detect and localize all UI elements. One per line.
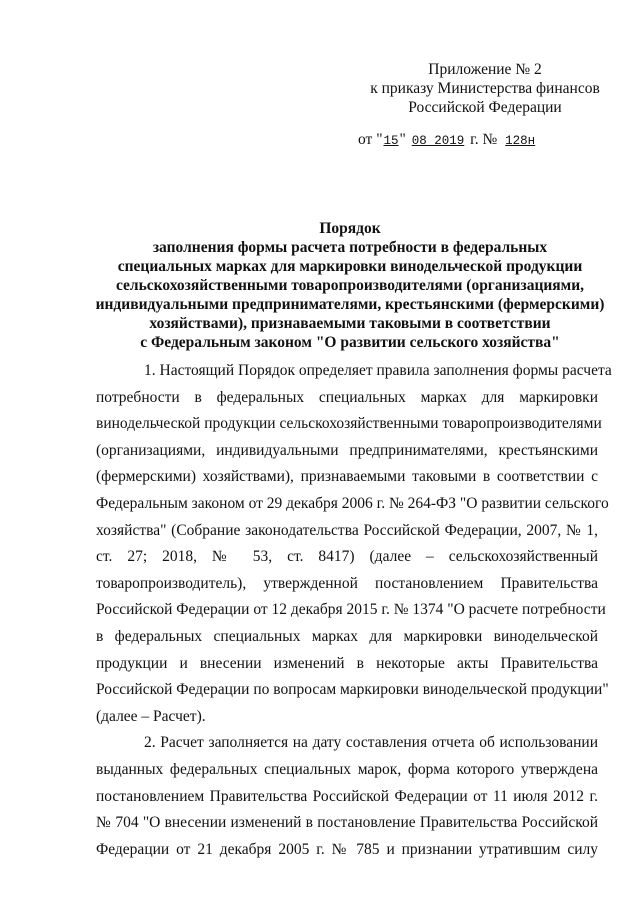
- order-day: 15: [383, 134, 399, 148]
- title-line: заполнения формы расчета потребности в федеральных: [152, 239, 548, 256]
- paragraph-1-line: Российской Федерации от 12 декабря 2015 г. № 1374 "О расчете потребности: [96, 601, 606, 619]
- title-line: Порядок: [319, 220, 381, 237]
- title-line: с Федеральным законом "О развитии сельского хозяйства": [140, 334, 560, 351]
- order-quote: ": [399, 131, 406, 148]
- order-prefix: от ": [358, 131, 383, 148]
- paragraph-1-line: винодельческой продукции сельскохозяйственными товаропроизводителями: [96, 415, 602, 433]
- title-line: сельскохозяйственными товаропроизводителями (организациями,: [115, 277, 585, 294]
- paragraph-1-line: потребности в федеральных специальных марках для маркировки: [96, 388, 598, 406]
- paragraph-2-line: постановлением Правительства Российской Федерации от 11 июля 2012 г.: [96, 787, 598, 805]
- appendix-authority: Российской Федерации: [408, 99, 562, 116]
- document-body: [96, 358, 612, 863]
- paragraph-1-line: 1. Настоящий Порядок определяет правила заполнения формы расчета: [144, 362, 612, 379]
- paragraph-1-line: (далее – Расчет).: [96, 707, 206, 725]
- paragraph-2-line: выданных федеральных специальных марок, форма которого утверждена: [96, 760, 598, 778]
- appendix-number: Приложение № 2: [428, 61, 542, 78]
- paragraph-1-line: ст. 27; 2018, № 53, ст. 8417) (далее – сельскохозяйственный: [96, 548, 598, 566]
- title-line: индивидуальными предпринимателями, крестьянскими (фермерскими): [95, 296, 605, 313]
- document-title: [80, 219, 620, 352]
- title-line: специальных марках для маркировки винодельческой продукции: [117, 258, 583, 275]
- paragraph-2-line: № 704 "О внесении изменений в постановление Правительства Российской: [96, 814, 598, 832]
- paragraph-2-line: 2. Расчет заполняется на дату составления отчета об использовании: [144, 734, 598, 752]
- appendix-header: [360, 60, 610, 117]
- order-month-year: 08 2019: [411, 134, 465, 148]
- paragraph-1-line: хозяйства" (Собрание законодательства Российской Федерации, 2007, № 1,: [96, 521, 598, 539]
- paragraph-1-line: продукции и внесении изменений в некоторые акты Правительства: [96, 654, 598, 672]
- order-year-suffix: г. №: [470, 131, 498, 148]
- paragraph-1-line: Федеральным законом от 29 декабря 2006 г. № 264-ФЗ "О развитии сельского: [96, 494, 609, 512]
- appendix-order-ref: к приказу Министерства финансов: [370, 80, 600, 97]
- paragraph-1-line: Российской Федерации по вопросам маркировки винодельческой продукции": [96, 681, 609, 699]
- paragraph-1-line: (фермерскими) хозяйствами), признаваемыми таковыми в соответствии с: [96, 468, 598, 486]
- order-date-number: [358, 131, 549, 149]
- paragraph-2-line: Федерации от 21 декабря 2005 г. № 785 и признании утратившим силу: [96, 840, 598, 858]
- paragraph-1-line: товаропроизводитель), утвержденной постановлением Правительства: [96, 574, 598, 592]
- order-number: 128н: [505, 134, 536, 148]
- paragraph-1-line: (организациями, индивидуальными предпринимателями, крестьянскими: [96, 441, 598, 459]
- paragraph-1-line: в федеральных специальных марках для маркировки винодельческой: [96, 627, 598, 645]
- title-line: хозяйствами), признаваемыми таковыми в соответствии: [149, 315, 551, 332]
